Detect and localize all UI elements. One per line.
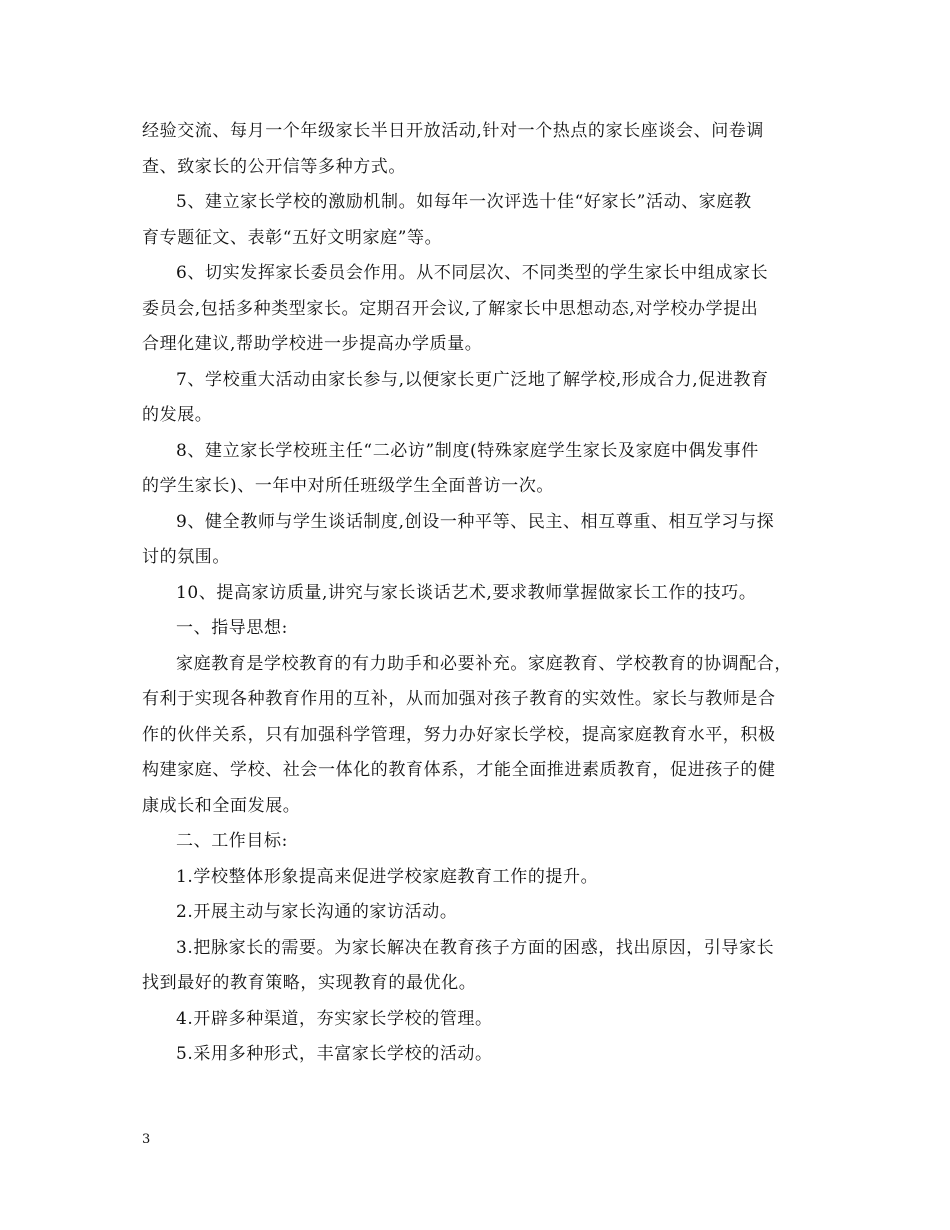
text-line: 讨的氛围。 [142,547,230,567]
document-body [142,114,814,1073]
text-line: 康成长和全面发展。 [142,795,301,816]
list-item: 5.采用多种形式，丰富家长学校的活动。 [176,1044,493,1064]
list-item: 1.学校整体形象提高来促进学校家庭教育工作的提升。 [176,866,599,887]
list-item: 2.开展主动与家长沟通的家访活动。 [176,902,458,922]
text-line: 的学生家长)、一年中对所任班级学生全面普访一次。 [142,476,555,496]
text-line: 合理化建议,帮助学校进一步提高办学质量。 [142,334,483,354]
text-line: 的发展。 [142,405,213,425]
section-heading: 一、指导思想: [176,618,288,638]
text-line: 7、学校重大活动由家长参与,以便家长更广泛地了解学校,形成合力,促进教育 [176,369,769,390]
text-line: 构建家庭、学校、社会一体化的教育体系，才能全面推进素质教育，促进孩子的健 [142,760,776,780]
text-line: 委员会,包括多种类型家长。定期召开会议,了解家长中思想动态,对学校办学提出 [142,298,759,319]
text-line: 有利于实现各种教育作用的互补，从而加强对孩子教育的实效性。家长与教师是合 [142,689,776,709]
text-line: 家庭教育是学校教育的有力助手和必要补充。家庭教育、学校教育的协调配合， [176,653,792,674]
text-line: 5、建立家长学校的激励机制。如每年一次评选十佳“好家长”活动、家庭教 [176,192,752,212]
text-line: 经验交流、每月一个年级家长半日开放活动,针对一个热点的家长座谈会、问卷调 [142,121,765,141]
list-item: 4.开辟多种渠道，夯实家长学校的管理。 [176,1008,493,1029]
text-line: 8、建立家长学校班主任“二必访”制度(特殊家庭学生家长及家庭中偶发事件 [176,440,759,461]
text-line: 育专题征文、表彰“五好文明家庭”等。 [142,227,443,248]
page-number: 3 [142,1132,151,1147]
text-line: 作的伙伴关系，只有加强科学管理，努力办好家长学校，提高家庭教育水平，积极 [142,724,776,745]
text-line: 找到最好的教育策略，实现教育的最优化。 [142,973,477,993]
text-line: 9、健全教师与学生谈话制度,创设一种平等、民主、相互尊重、相互学习与探 [176,511,775,532]
text-line: 6、切实发挥家长委员会作用。从不同层次、不同类型的学生家长中组成家长 [176,263,769,283]
section-heading: 二、工作目标: [176,831,288,851]
list-item: 3.把脉家长的需要。为家长解决在教育孩子方面的困惑，找出原因，引导家长 [176,937,775,958]
text-line: 10、提高家访质量,讲究与家长谈话艺术,要求教师掌握做家长工作的技巧。 [176,582,757,603]
text-line: 查、致家长的公开信等多种方式。 [142,156,406,177]
